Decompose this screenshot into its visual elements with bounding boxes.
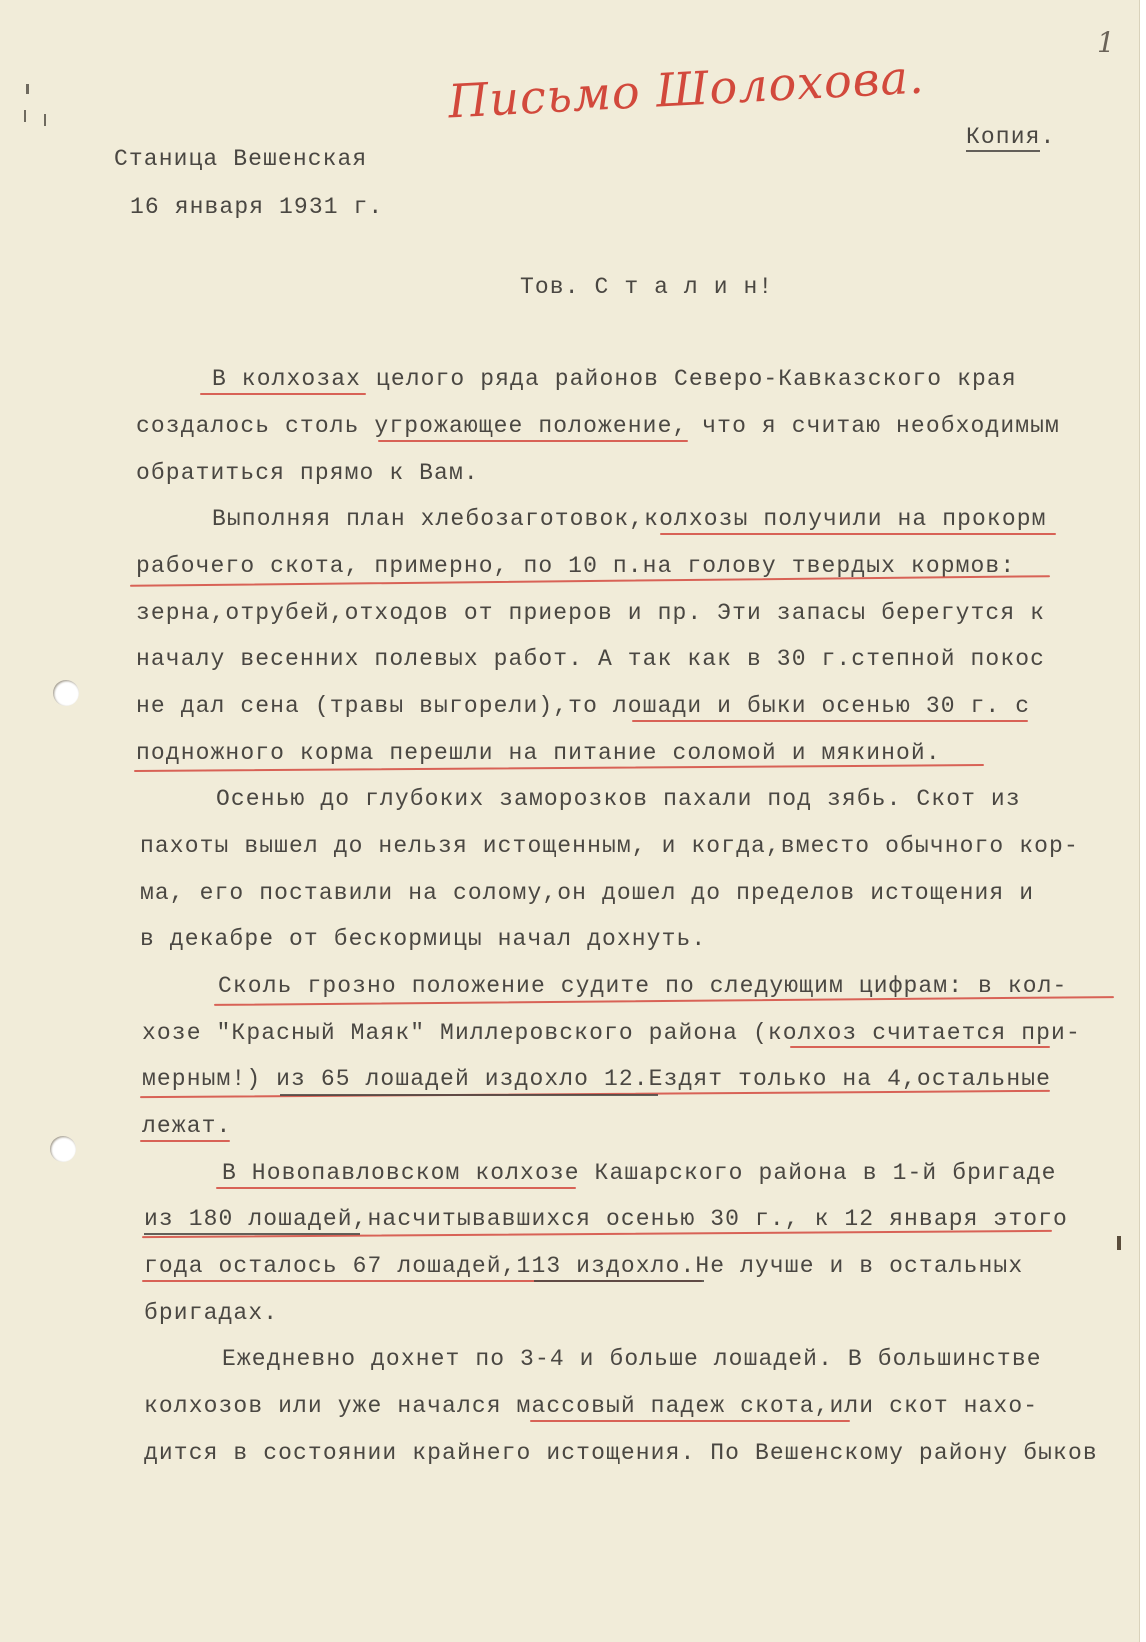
margin-mark	[1117, 1236, 1121, 1250]
text-line: обратиться прямо к Вам.	[136, 460, 479, 486]
pen-underline	[534, 1280, 704, 1282]
text-line: создалось столь угрожающее положение, что я считаю необходимым	[136, 413, 1060, 439]
pen-underline	[280, 1094, 658, 1096]
text-line: Сколь грозно положение судите по следующим цифрам: в кол-	[218, 973, 1068, 999]
red-underline	[790, 1046, 1050, 1048]
red-underline	[378, 440, 688, 442]
margin-mark	[26, 84, 29, 94]
text-line: года осталось 67 лошадей,113 издохло.Не лучше и в остальных	[144, 1253, 1024, 1279]
text-line: ма, его поставили на солому,он дошел до пределов истощения и	[140, 880, 1035, 906]
text-line: рабочего скота, примерно, по 10 п.на голову твердых кормов:	[136, 553, 1016, 579]
red-underline	[200, 393, 366, 395]
text-line: зерна,отрубей,отходов от приеров и пр. Эти запасы берегутся к	[136, 600, 1046, 626]
text-line: мерным!) из 65 лошадей издохло 12.Ездят только на 4,остальные	[142, 1066, 1052, 1092]
text-line: началу весенних полевых работ. А так как в 30 г.степной покос	[136, 646, 1046, 672]
margin-mark	[44, 114, 46, 126]
text-line: колхозов или уже начался массовый падеж скота,или скот нахо-	[144, 1393, 1039, 1419]
text-line: Осенью до глубоких заморозков пахали под зябь. Скот из	[216, 786, 1021, 812]
handwritten-title: Письмо Шолохова.	[446, 49, 926, 129]
red-underline	[140, 1140, 230, 1142]
text-line: дится в состоянии крайнего истощения. По Вешенскому району быков	[144, 1440, 1098, 1466]
red-underline	[660, 533, 1056, 535]
copy-mark: Копия.	[966, 124, 1056, 150]
punch-hole	[50, 1136, 76, 1162]
text-line: В Новопавловском колхозе Кашарского района в 1-й бригаде	[222, 1160, 1057, 1186]
text-line: подножного корма перешли на питание соломой и мякиной.	[136, 740, 941, 766]
text-line: в декабре от бескормицы начал дохнуть.	[140, 926, 707, 952]
red-underline	[216, 1187, 576, 1189]
text-line: лежат.	[142, 1113, 232, 1139]
red-underline	[530, 1420, 850, 1422]
text-line: В колхозах целого ряда районов Северо-Кавказского края	[212, 366, 1017, 392]
salutation: Тов. С т а л и н!	[520, 274, 774, 300]
text-line: хозе "Красный Маяк" Миллеровского района (колхоз считается при-	[142, 1020, 1081, 1046]
place-line: Станица Вешенская	[114, 146, 368, 172]
text-line: бригадах.	[144, 1300, 279, 1326]
page-number: 1	[1097, 26, 1115, 59]
punch-hole	[53, 680, 79, 706]
text-line: из 180 лошадей,насчитывавшихся осенью 30 г., к 12 января этого	[144, 1206, 1068, 1232]
text-line: Ежедневно дохнет по 3-4 и больше лошадей. В большинстве	[222, 1346, 1042, 1372]
text-line: пахоты вышел до нельзя истощенным, и когда,вместо обычного кор-	[140, 833, 1079, 859]
text-line: не дал сена (травы выгорели),то лошади и быки осенью 30 г. с	[136, 693, 1031, 719]
margin-mark	[24, 110, 26, 122]
text-line: Выполняя план хлебозаготовок,колхозы получили на прокорм	[212, 506, 1047, 532]
pen-underline	[144, 1233, 360, 1235]
date-line: 16 января 1931 г.	[130, 194, 384, 220]
red-underline	[632, 720, 1028, 722]
copy-mark-underline	[966, 150, 1040, 152]
